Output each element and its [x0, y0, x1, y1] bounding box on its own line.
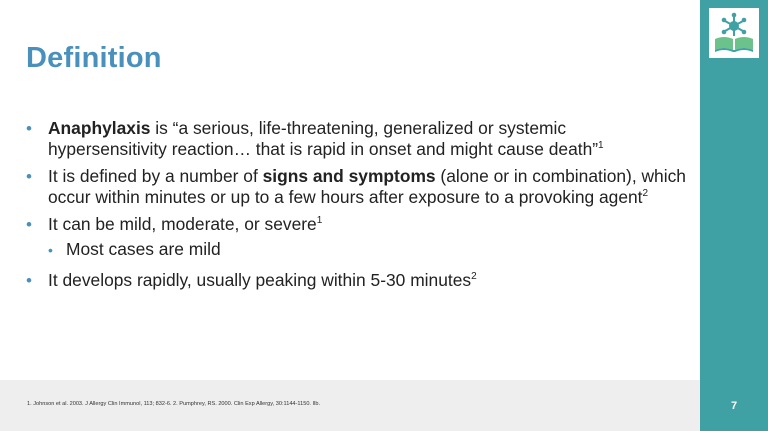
- bullet-signs-symptoms: [26, 166, 686, 208]
- bullet-severity: [26, 214, 686, 235]
- slide-title: Definition: [26, 42, 162, 74]
- page-number: 7: [730, 400, 738, 412]
- bullet-text: Most cases are mild: [66, 239, 221, 259]
- bullet-text-pre: It is defined by a number of: [48, 166, 263, 186]
- right-sidebar: [700, 0, 768, 431]
- book-network-logo-icon: [709, 8, 759, 58]
- bullet-text: It develops rapidly, usually peaking within 5-30 minutes: [48, 270, 472, 290]
- logo-graphic: [709, 8, 759, 58]
- bold-term: signs and symptoms: [262, 166, 436, 186]
- bullet-icon: •: [26, 167, 32, 186]
- citation-superscript: 2: [642, 188, 649, 199]
- bullet-list: [26, 118, 686, 297]
- footer-bar: [0, 380, 700, 431]
- citation-superscript: 1: [598, 140, 604, 151]
- citation-superscript: 2: [471, 271, 477, 282]
- bullet-text: It can be mild, moderate, or severe: [48, 214, 317, 234]
- sub-bullet-icon: •: [48, 242, 53, 258]
- bullet-text: is “a serious, life-threatening, generalized or systemic hypersensitivity reaction… that is rapid in onset and might cause death”: [48, 118, 599, 159]
- sub-bullet-most-mild: [26, 239, 686, 260]
- footer-references: 1. Johnson et al. 2003. J Allergy Clin Immunol, 113; 832-6. 2. Pumphrey, RS. 2000. Clin Exp Allergy, 30:1144-1150. Ilb.: [27, 401, 321, 407]
- bullet-text-post: (alone or in combination), which occur within minutes or up to a few hours after exposure to a provoking agent: [48, 166, 686, 207]
- bullet-anaphylaxis-definition: [26, 118, 686, 160]
- bullet-onset-timing: [26, 270, 686, 291]
- bullet-icon: •: [26, 271, 32, 290]
- citation-superscript: 1: [316, 215, 323, 226]
- bold-term: Anaphylaxis: [48, 118, 151, 138]
- bullet-icon: •: [26, 119, 32, 138]
- bullet-icon: •: [26, 215, 32, 234]
